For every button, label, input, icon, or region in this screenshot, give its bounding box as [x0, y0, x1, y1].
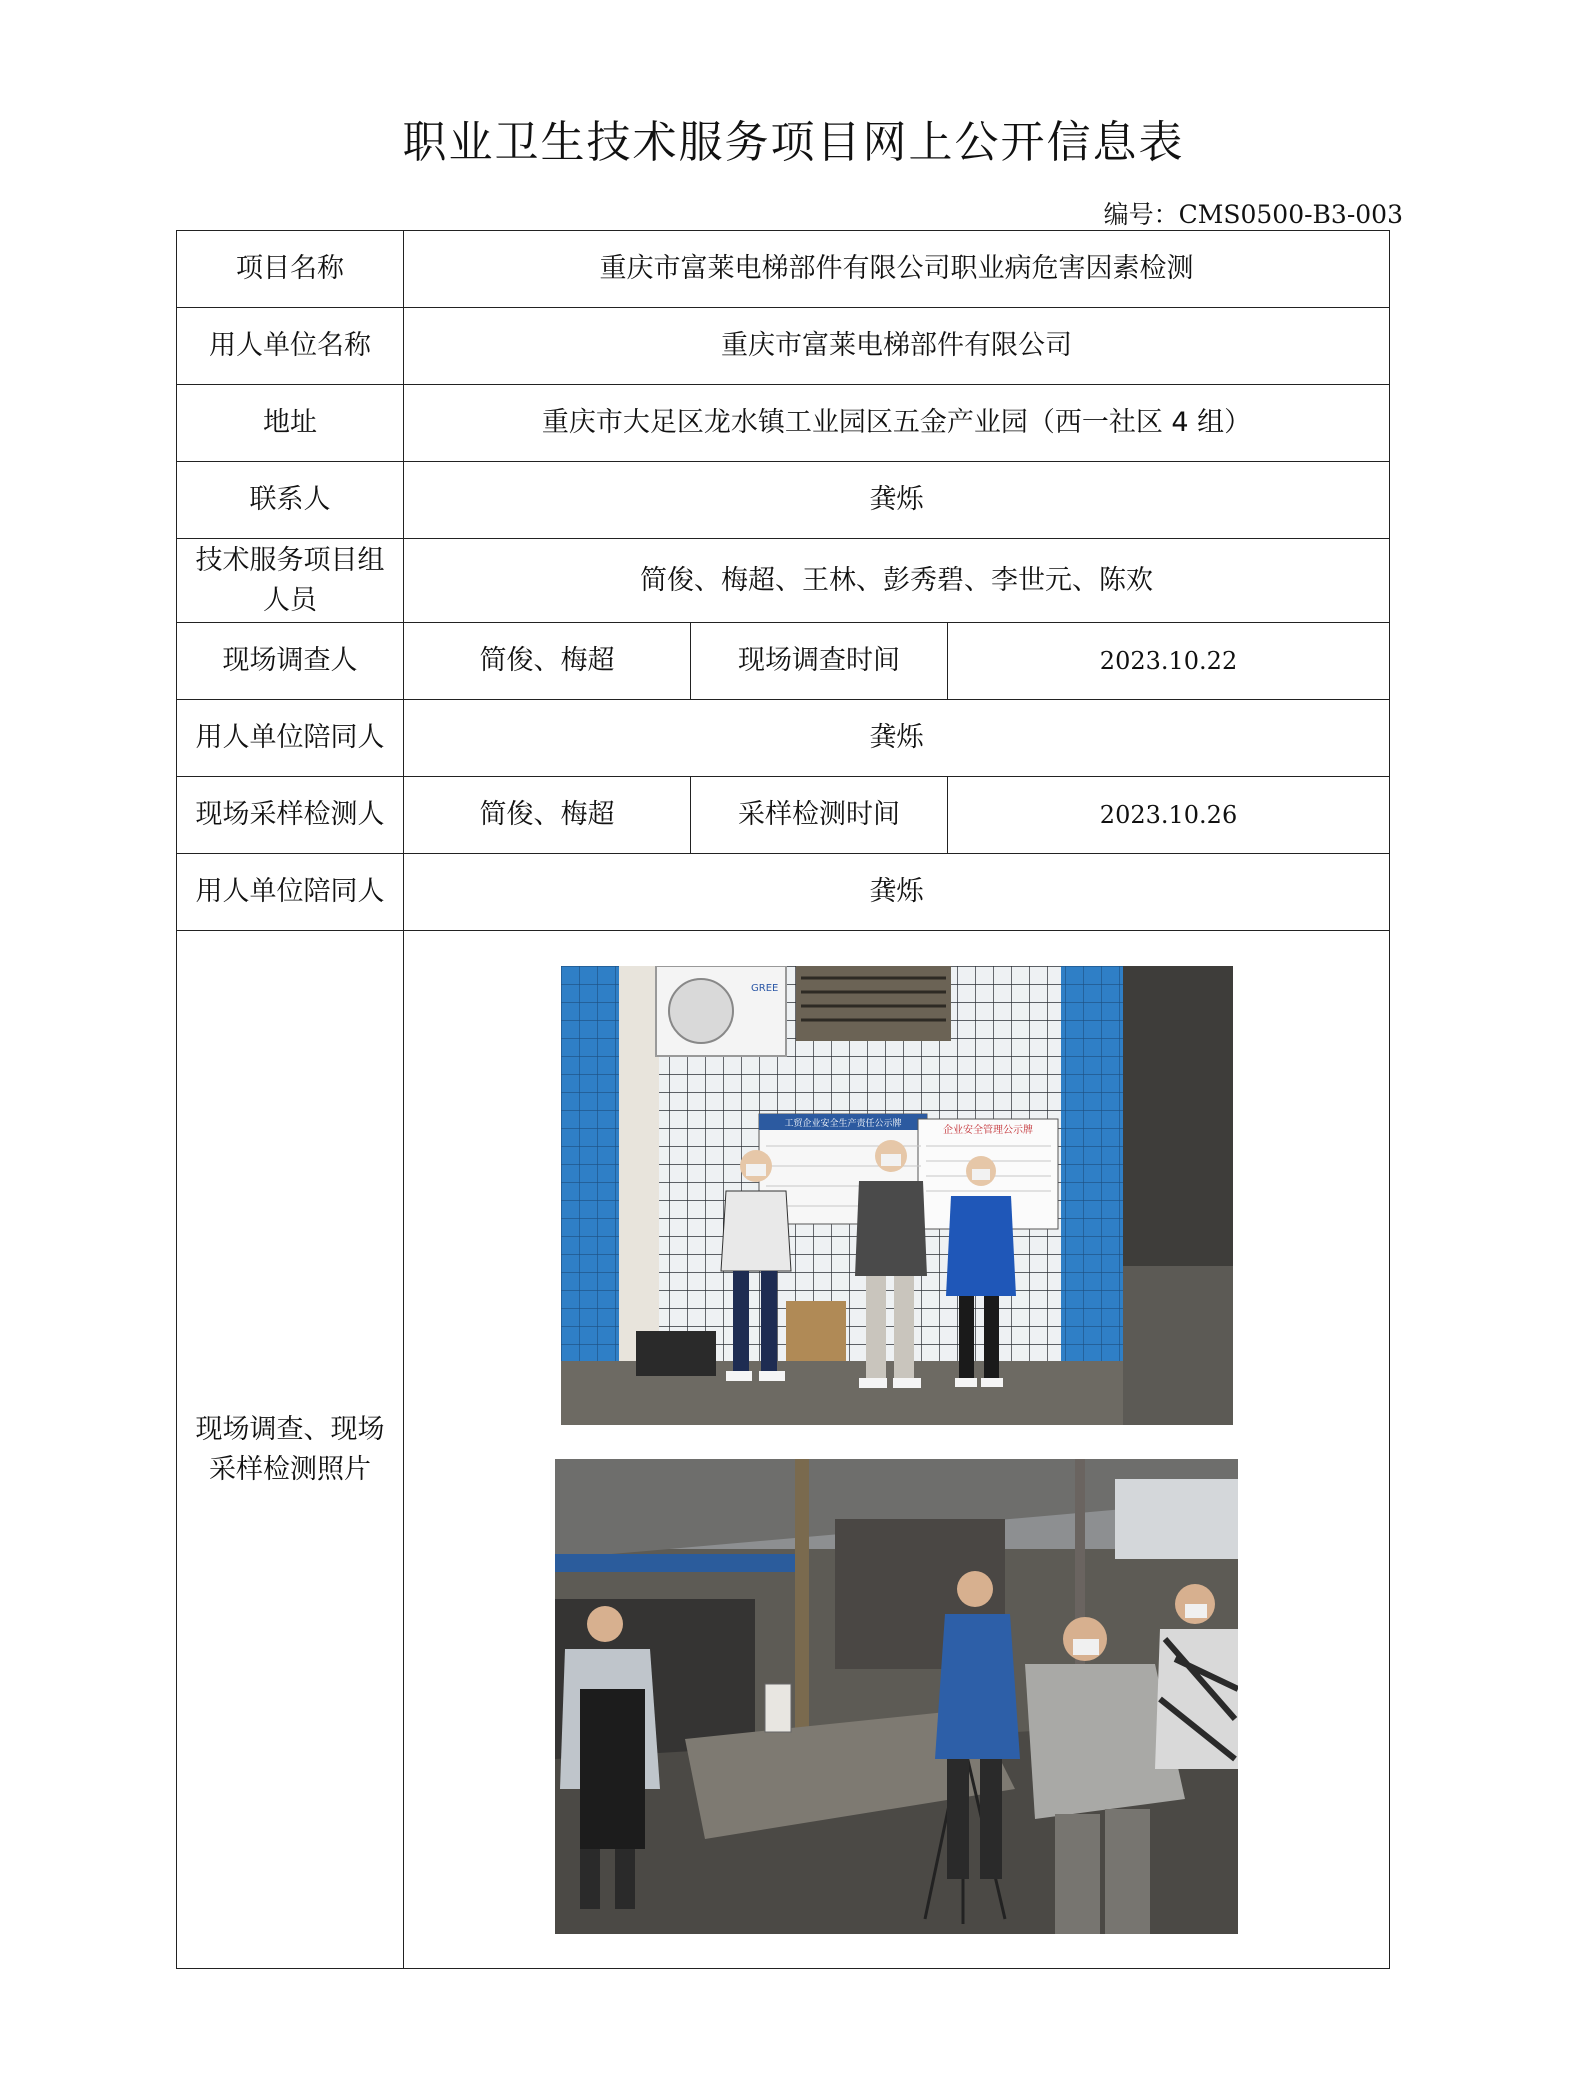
row-contact — [177, 462, 1390, 539]
row-address — [177, 385, 1390, 462]
label-team — [177, 539, 404, 623]
row-employer-name — [177, 308, 1390, 385]
row-team — [177, 539, 1390, 623]
value-project-name: 重庆市富莱电梯部件有限公司职业病危害因素检测 — [404, 231, 1390, 308]
label-photos-line1: 现场调查、现场 — [195, 1413, 385, 1445]
label-project-name: 项目名称 — [177, 231, 404, 308]
info-table — [176, 230, 1390, 1969]
value-sampling-escort: 龚烁 — [404, 854, 1390, 931]
row-photos — [177, 931, 1390, 1969]
row-project-name — [177, 231, 1390, 308]
label-team-line1: 技术服务项目组 — [195, 544, 385, 576]
label-photos — [177, 931, 404, 1969]
label-sampling-time: 采样检测时间 — [691, 777, 948, 854]
row-sampling — [177, 777, 1390, 854]
sign-right-title: 企业安全管理公示牌 — [942, 1124, 1033, 1136]
value-address: 重庆市大足区龙水镇工业园区五金产业园（西一社区 4 组） — [404, 385, 1390, 462]
value-contact: 龚烁 — [404, 462, 1390, 539]
value-survey: 简俊、梅超 — [404, 623, 691, 700]
label-survey-time: 现场调查时间 — [691, 623, 948, 700]
value-employer-name: 重庆市富莱电梯部件有限公司 — [404, 308, 1390, 385]
value-team: 简俊、梅超、王林、彭秀碧、李世元、陈欢 — [404, 539, 1390, 623]
value-sampling: 简俊、梅超 — [404, 777, 691, 854]
document-title: 职业卫生技术服务项目网上公开信息表 — [402, 117, 1185, 168]
label-survey-escort: 用人单位陪同人 — [177, 700, 404, 777]
label-address: 地址 — [177, 385, 404, 462]
photos-container — [404, 931, 1390, 1969]
label-contact: 联系人 — [177, 462, 404, 539]
ac-brand-text: GREE — [750, 982, 778, 994]
row-survey — [177, 623, 1390, 700]
site-sampling-photo — [555, 1459, 1238, 1934]
row-survey-escort — [177, 700, 1390, 777]
document-number: 编号：CMS0500-B3-003 — [1103, 200, 1403, 229]
label-photos-line2: 采样检测照片 — [209, 1453, 371, 1485]
value-survey-escort: 龚烁 — [404, 700, 1390, 777]
row-sampling-escort — [177, 854, 1390, 931]
label-sampling-escort: 用人单位陪同人 — [177, 854, 404, 931]
label-employer-name: 用人单位名称 — [177, 308, 404, 385]
value-survey-time: 2023.10.22 — [948, 623, 1390, 700]
label-sampling: 现场采样检测人 — [177, 777, 404, 854]
label-survey: 现场调查人 — [177, 623, 404, 700]
site-survey-photo — [561, 966, 1233, 1425]
value-sampling-time: 2023.10.26 — [948, 777, 1390, 854]
label-team-line2: 人员 — [263, 584, 317, 616]
sign-left-title: 工贸企业安全生产责任公示牌 — [784, 1118, 902, 1129]
